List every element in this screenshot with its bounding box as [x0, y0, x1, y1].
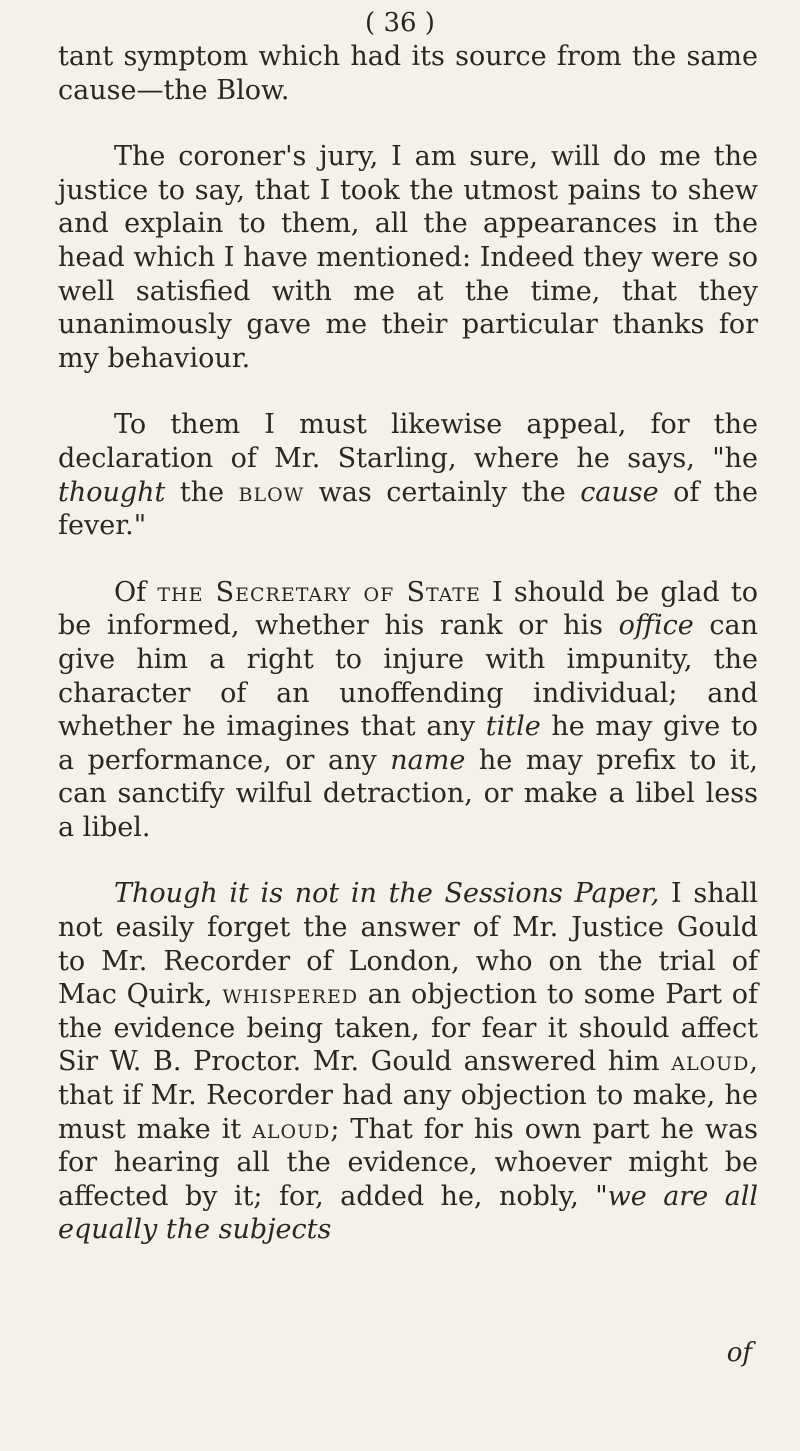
italic-word: thought: [58, 476, 166, 508]
text-run: ; That for his own part he was for hearing all the evidence, whoever might be affected by it; for, added he, nobly, ": [58, 1113, 758, 1212]
italic-phrase: Though it is not in the Sessions Paper,: [114, 878, 660, 910]
smallcaps-word: aloud: [252, 1113, 331, 1145]
text-run: I shall not easily forget the answer of Mr. Justice Gould to Mr. Recorder of London, who on the trial of Mac Quirk,: [58, 878, 758, 1011]
italic-word: office: [618, 610, 694, 642]
italic-phrase: we are all equally the subjects: [58, 1180, 758, 1246]
paragraph-2: The coroner's jury, I am sure, will do me the justice to say, that I took the utmost pains to shew and explain to them, all the appearances in the head which I have mentioned: Indeed they were so well satisfied with me at the time, that they unanimously gave me their particular thanks for my behaviour.: [58, 141, 758, 374]
italic-word: cause: [580, 476, 659, 508]
italic-word: name: [390, 744, 466, 776]
text-run: To them I must likewise appeal, for the declaration of Mr. Starling, where he says, "he: [58, 409, 758, 474]
italic-word: title: [485, 711, 541, 743]
body-text: [58, 40, 758, 1280]
text-run: I should be glad to be informed, whether his rank or his: [58, 576, 758, 642]
text-run: can give him a right to injure with impunity, the character of an unoffending individual; and whether he imagines that any: [58, 610, 758, 743]
text-run: Of: [114, 576, 158, 608]
page-number: ( 36 ): [365, 8, 435, 38]
text-run: an objection to some Part of the evidence being taken, for fear it should affect Sir W. B. Proctor. Mr. Gould answered him: [58, 979, 758, 1078]
catchword: of: [726, 1338, 752, 1368]
smallcaps-word: whispered: [222, 979, 359, 1011]
text-run: he may give to a performance, or any: [58, 711, 758, 776]
text-run: , that if Mr. Recorder had any objection to make, he must make it: [58, 1046, 758, 1145]
smallcaps-word: blow: [238, 476, 305, 508]
text-run: the: [165, 476, 239, 508]
paragraph-4: [58, 576, 758, 845]
paragraph-5: [58, 877, 758, 1247]
paragraph-3: [58, 408, 758, 542]
paragraph-1: tant symptom which had its source from the same cause—the Blow.: [58, 41, 758, 106]
text-run: of the fever.": [58, 476, 759, 542]
text-run: he may prefix to it, can sanctify wilful detraction, or make a libel less a libel.: [58, 744, 758, 843]
smallcaps-phrase: the Secretary of State: [157, 576, 481, 608]
smallcaps-word: aloud: [671, 1046, 750, 1078]
text-run: was certainly the: [304, 476, 581, 508]
